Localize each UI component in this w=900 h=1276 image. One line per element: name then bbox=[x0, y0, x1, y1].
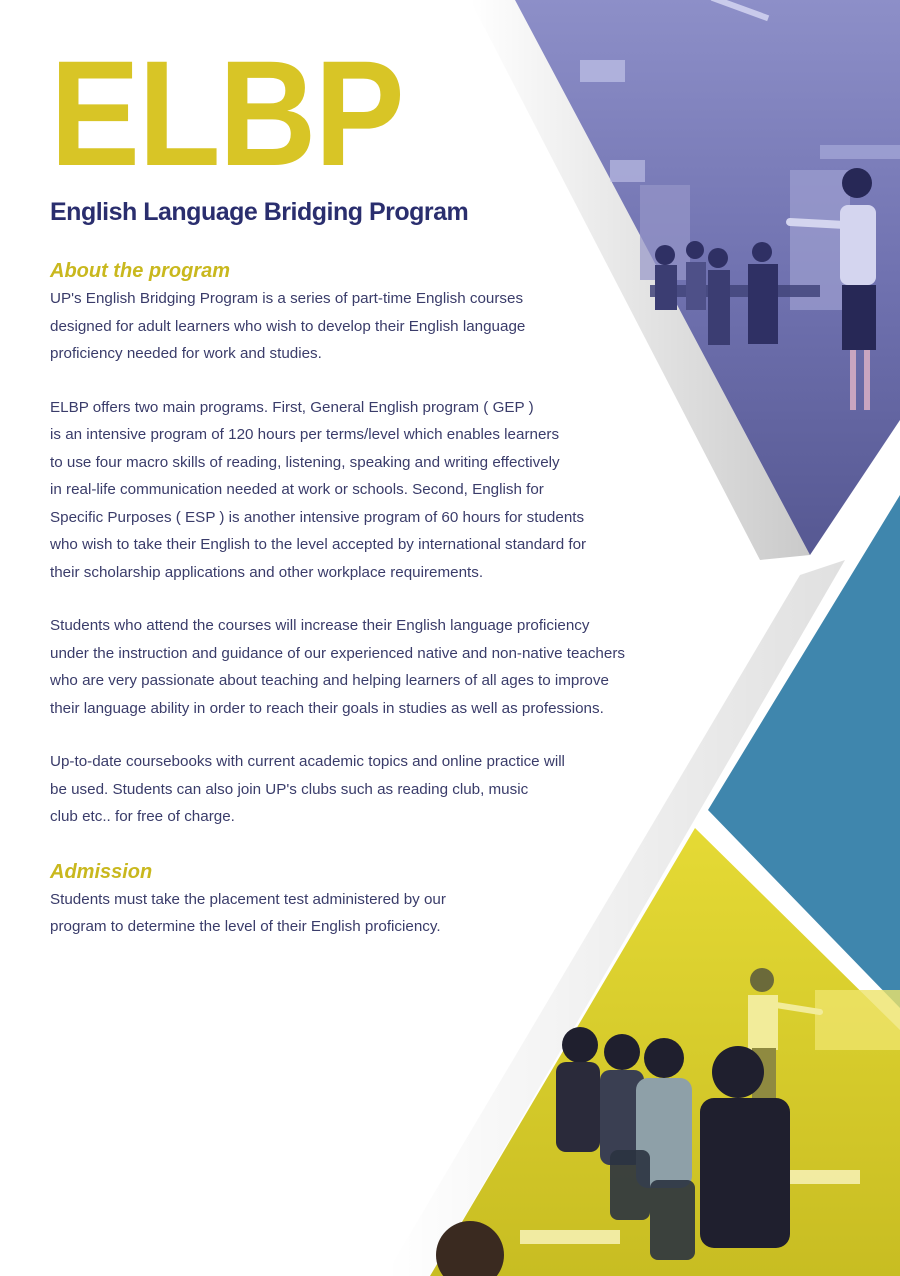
text-line: designed for adult learners who wish to develop their English language bbox=[50, 317, 526, 335]
text-line: who wish to take their English to the level accepted by international standard for bbox=[50, 536, 587, 553]
about-paragraph-4 bbox=[50, 748, 710, 831]
admission-paragraph bbox=[50, 886, 710, 941]
text-line: program to determine the level of their English proficiency. bbox=[50, 918, 441, 935]
text-line: proficiency needed for work and studies. bbox=[50, 345, 322, 362]
text-line: Up-to-date coursebooks with current academic topics and online practice will bbox=[50, 753, 565, 770]
program-subtitle: English Language Bridging Program bbox=[50, 198, 469, 226]
about-paragraph-3 bbox=[50, 612, 710, 722]
text-line: Specific Purposes ( ESP ) is another intensive program of 60 hours for students bbox=[50, 508, 585, 526]
about-paragraph-1 bbox=[50, 285, 710, 368]
admission-heading: Admission bbox=[50, 860, 153, 883]
text-line: be used. Students can also join UP's clubs such as reading club, music bbox=[50, 780, 529, 798]
text-line: club etc.. for free of charge. bbox=[50, 808, 235, 825]
about-paragraph-2 bbox=[50, 394, 710, 587]
text-line: their scholarship applications and other workplace requirements. bbox=[50, 563, 484, 581]
text-line: Students must take the placement test administered by our bbox=[50, 890, 446, 908]
text-line: Students who attend the courses will increase their English language proficiency bbox=[50, 617, 590, 634]
text-line: their language ability in order to reach their goals in studies as well as professions. bbox=[50, 699, 604, 717]
text-line: UP's English Bridging Program is a series of part-time English courses bbox=[50, 290, 524, 307]
text-line: is an intensive program of 120 hours per terms/level which enables learners bbox=[50, 426, 560, 443]
about-heading: About the program bbox=[50, 260, 230, 282]
text-line: who are very passionate about teaching and helping learners of all ages to improve bbox=[50, 672, 609, 689]
main-content bbox=[50, 258, 710, 941]
elbp-logo: ELBP bbox=[50, 29, 403, 197]
text-line: ELBP offers two main programs. First, General English program ( GEP ) bbox=[50, 398, 534, 416]
text-line: in real-life communication needed at work or schools. Second, English for bbox=[50, 481, 544, 498]
text-line: under the instruction and guidance of our experienced native and non-native teachers bbox=[50, 644, 625, 662]
text-line: to use four macro skills of reading, listening, speaking and writing effectively bbox=[50, 453, 560, 471]
